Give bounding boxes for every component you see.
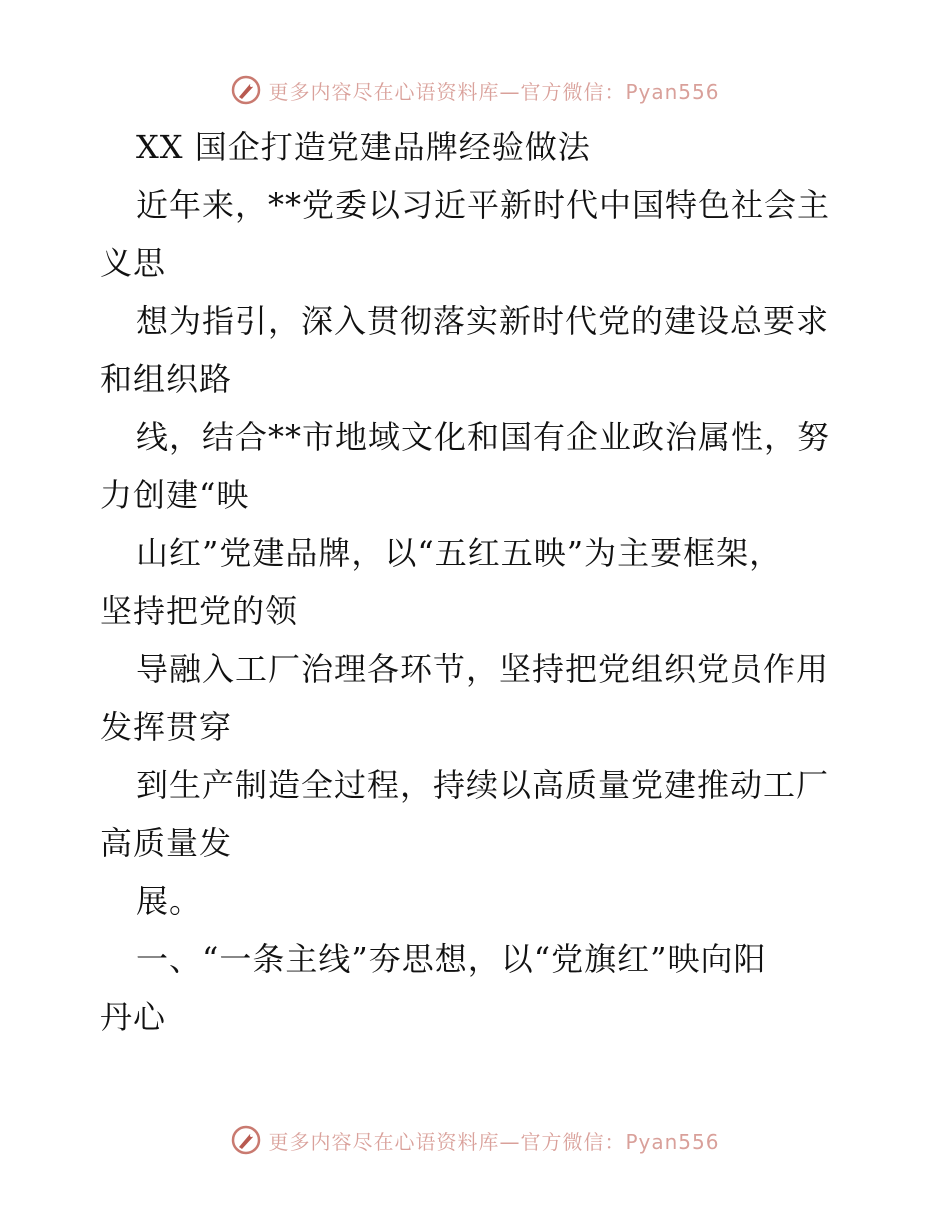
- doc-line: 义思: [100, 244, 167, 282]
- footer-banner-text: 更多内容尽在心语资料库—官方微信：Pyan556: [268, 1129, 720, 1154]
- section-heading: 一、“一条主线”夯思想，以“党旗红”映向阳: [136, 940, 767, 978]
- doc-line: 坚持把党的领: [100, 592, 299, 630]
- pen-nib-logo-icon: [230, 74, 262, 106]
- doc-line: 山红”党建品牌，以“五红五映”为主要框架，: [136, 534, 783, 572]
- doc-line: 力创建“映: [100, 476, 250, 514]
- doc-line: 导融入工厂治理各环节，坚持把党组织党员作用: [136, 650, 830, 688]
- doc-line: 展。: [136, 882, 203, 920]
- doc-line: 和组织路: [100, 360, 233, 398]
- pen-nib-logo-icon: [230, 1124, 262, 1156]
- doc-line: 到生产制造全过程，持续以高质量党建推动工厂: [136, 766, 830, 804]
- doc-title: XX 国企打造党建品牌经验做法: [136, 128, 591, 166]
- footer-banner: [0, 1120, 950, 1160]
- doc-line: 丹心: [100, 998, 167, 1036]
- doc-line: 线，结合**市地域文化和国有企业政治属性，努: [136, 418, 831, 456]
- doc-line: 发挥贯穿: [100, 708, 233, 746]
- doc-line: 想为指引，深入贯彻落实新时代党的建设总要求: [136, 302, 830, 340]
- doc-line: 高质量发: [100, 824, 233, 862]
- header-banner-text: 更多内容尽在心语资料库—官方微信：Pyan556: [268, 79, 720, 104]
- document-body: [100, 118, 860, 1046]
- header-banner: [0, 70, 950, 110]
- doc-line: 近年来，**党委以习近平新时代中国特色社会主: [136, 186, 831, 224]
